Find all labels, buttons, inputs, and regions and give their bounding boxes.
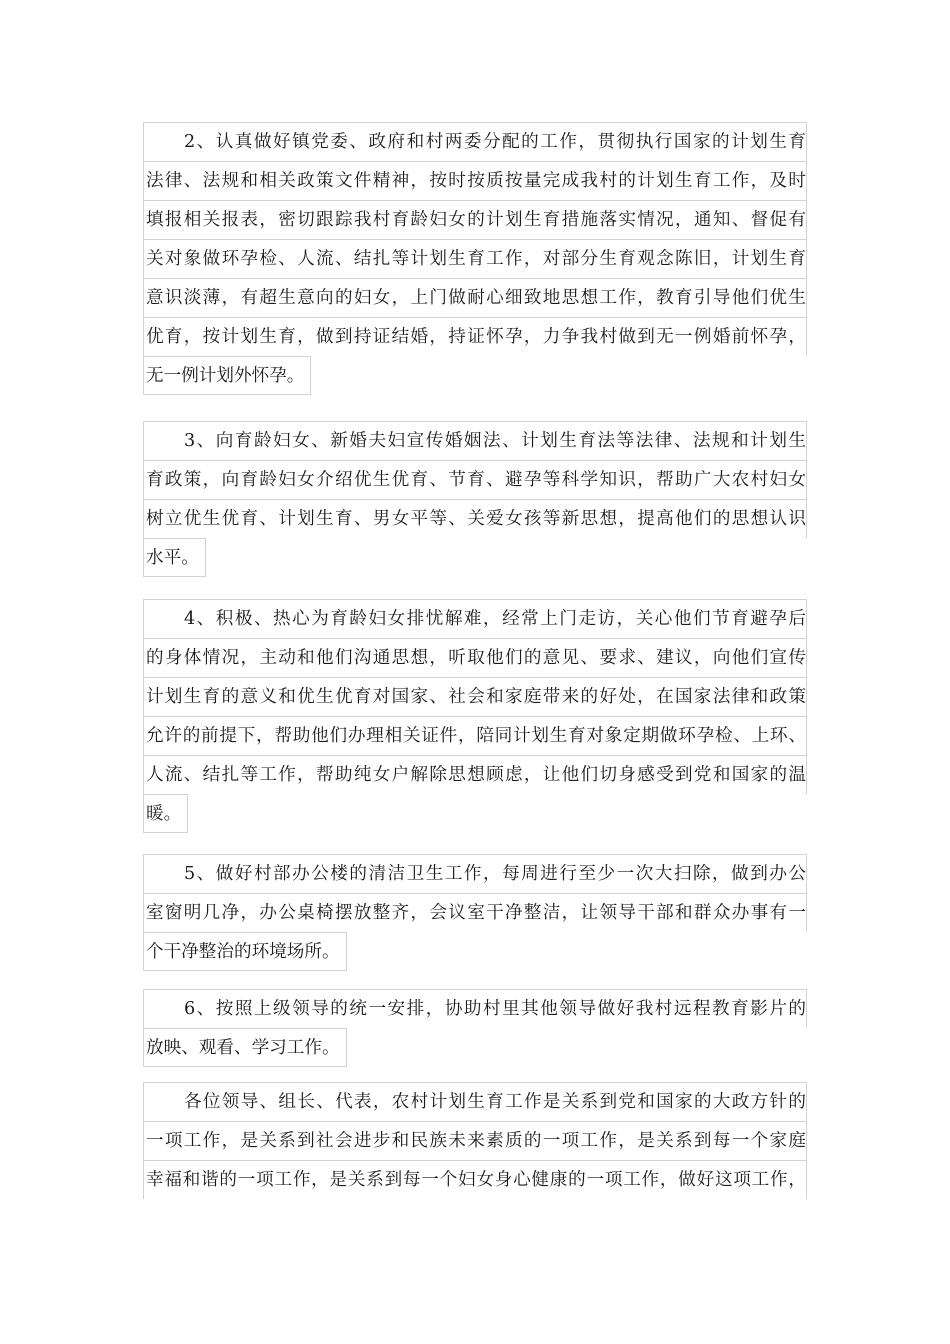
text-line: 树立优生优育、计划生育、男女平等、关爱女孩等新思想，提高他们的思想认识	[143, 499, 807, 538]
paragraph-closing	[143, 1082, 807, 1199]
text-line: 法律、法规和相关政策文件精神，按时按质按量完成我村的计划生育工作，及时	[143, 161, 807, 200]
text-line: 幸福和谐的一项工作，是关系到每一个妇女身心健康的一项工作，做好这项工作，	[143, 1160, 807, 1199]
text-line: 计划生育的意义和优生优育对国家、社会和家庭带来的好处，在国家法律和政策	[143, 677, 807, 716]
text-line: 允许的前提下，帮助他们办理相关证件，陪同计划生育对象定期做环孕检、上环、	[143, 716, 807, 755]
text-line: 水平。	[143, 538, 206, 577]
text-line: 一项工作，是关系到社会进步和民族未来素质的一项工作，是关系到每一个家庭	[143, 1121, 807, 1160]
text-line: 填报相关报表，密切跟踪我村育龄妇女的计划生育措施落实情况，通知、督促有	[143, 200, 807, 239]
text-line: 5、做好村部办公楼的清洁卫生工作，每周进行至少一次大扫除，做到办公	[143, 854, 807, 893]
text-line: 室窗明几净，办公桌椅摆放整齐，会议室干净整洁，让领导干部和群众办事有一	[143, 893, 807, 932]
text-line: 人流、结扎等工作，帮助纯女户解除思想顾虑，让他们切身感受到党和国家的温	[143, 755, 807, 794]
paragraph-item-2	[143, 122, 807, 400]
text-line: 暖。	[143, 794, 188, 833]
text-line: 放映、观看、学习工作。	[143, 1028, 347, 1067]
text-line: 优育，按计划生育，做到持证结婚，持证怀孕，力争我村做到无一例婚前怀孕，	[143, 317, 807, 356]
text-line: 育政策，向育龄妇女介绍优生优育、节育、避孕等科学知识，帮助广大农村妇女	[143, 460, 807, 499]
text-line: 2、认真做好镇党委、政府和村两委分配的工作，贯彻执行国家的计划生育	[143, 122, 807, 161]
text-line: 个干净整治的环境场所。	[143, 932, 347, 971]
paragraph-item-5	[143, 854, 807, 976]
text-line: 意识淡薄，有超生意向的妇女，上门做耐心细致地思想工作，教育引导他们优生	[143, 278, 807, 317]
text-line: 4、积极、热心为育龄妇女排忧解难，经常上门走访，关心他们节育避孕后	[143, 599, 807, 638]
text-line: 关对象做环孕检、人流、结扎等计划生育工作，对部分生育观念陈旧，计划生育	[143, 239, 807, 278]
text-line: 的身体情况，主动和他们沟通思想，听取他们的意见、要求、建议，向他们宣传	[143, 638, 807, 677]
text-line: 各位领导、组长、代表，农村计划生育工作是关系到党和国家的大政方针的	[143, 1082, 807, 1121]
text-line: 3、向育龄妇女、新婚夫妇宣传婚姻法、计划生育法等法律、法规和计划生	[143, 421, 807, 460]
paragraph-item-6	[143, 989, 807, 1072]
paragraph-item-3	[143, 421, 807, 582]
text-line: 6、按照上级领导的统一安排，协助村里其他领导做好我村远程教育影片的	[143, 989, 807, 1028]
text-line: 无一例计划外怀孕。	[143, 356, 311, 395]
paragraph-item-4	[143, 599, 807, 838]
